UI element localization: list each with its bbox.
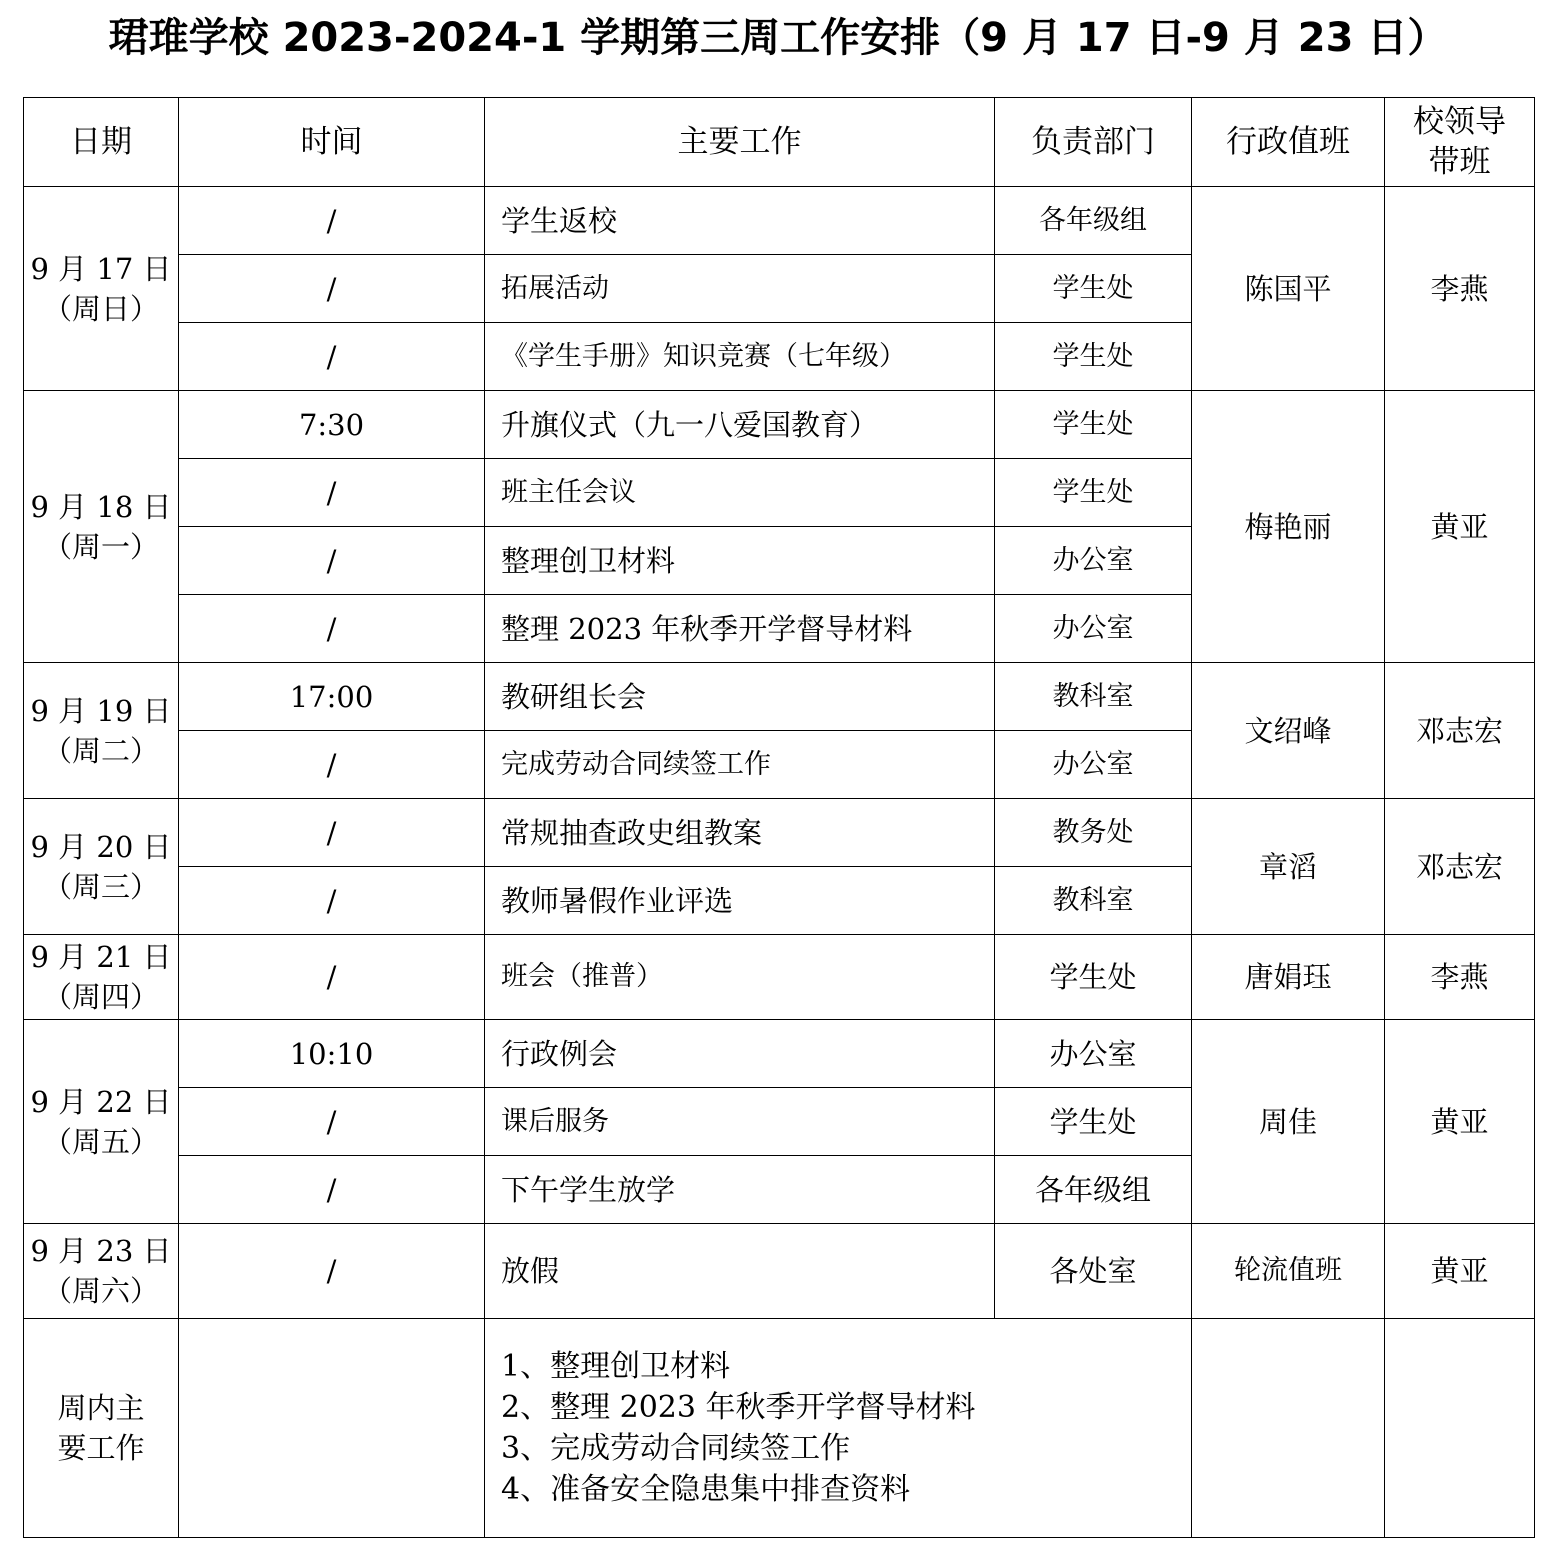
time-cell: 17:00	[179, 663, 485, 731]
date-text: 9 月 23 日	[30, 1234, 172, 1268]
date-cell	[24, 935, 179, 1020]
work-cell: 常规抽查政史组教案	[485, 799, 995, 867]
weekly-empty-duty	[1192, 1319, 1385, 1538]
time-cell: /	[179, 1156, 485, 1224]
duty-cell: 文绍峰	[1192, 663, 1385, 799]
weekday-text: （周五）	[42, 1124, 159, 1159]
time-cell: /	[179, 1224, 485, 1319]
time-cell: /	[179, 1088, 485, 1156]
duty-cell: 章滔	[1192, 799, 1385, 935]
date-cell	[24, 391, 179, 663]
weekly-empty-leader	[1385, 1319, 1535, 1538]
table-row	[24, 935, 1535, 1020]
table-row	[24, 1224, 1535, 1319]
date-cell	[24, 1020, 179, 1224]
work-cell: 教研组长会	[485, 663, 995, 731]
time-cell: /	[179, 187, 485, 255]
list-item: 1、整理创卫材料	[501, 1349, 731, 1384]
work-cell: 学生返校	[485, 187, 995, 255]
dept-cell: 办公室	[995, 527, 1192, 595]
date-cell	[24, 663, 179, 799]
time-cell: /	[179, 935, 485, 1020]
weekly-items-cell	[485, 1319, 1192, 1538]
duty-cell: 轮流值班	[1192, 1224, 1385, 1319]
work-cell: 班会（推普）	[485, 935, 995, 1020]
dept-cell: 教务处	[995, 799, 1192, 867]
work-cell: 教师暑假作业评选	[485, 867, 995, 935]
duty-cell: 梅艳丽	[1192, 391, 1385, 663]
list-item: 4、准备安全隐患集中排查资料	[501, 1472, 911, 1507]
time-cell: 7:30	[179, 391, 485, 459]
header-work: 主要工作	[485, 98, 995, 187]
header-leader	[1385, 98, 1535, 187]
table-header-row	[24, 98, 1535, 187]
leader-cell: 李燕	[1385, 935, 1535, 1020]
table-row	[24, 799, 1535, 867]
date-text: 9 月 21 日	[30, 940, 172, 974]
list-item: 2、整理 2023 年秋季开学督导材料	[501, 1390, 976, 1425]
weekday-text: （周二）	[42, 733, 159, 768]
date-cell	[24, 799, 179, 935]
work-cell: 行政例会	[485, 1020, 995, 1088]
header-leader-line1: 校领导	[1413, 104, 1506, 140]
leader-cell: 李燕	[1385, 187, 1535, 391]
weekday-text: （周三）	[42, 869, 159, 904]
duty-cell: 周佳	[1192, 1020, 1385, 1224]
dept-cell: 各年级组	[995, 1156, 1192, 1224]
work-cell: 拓展活动	[485, 255, 995, 323]
time-cell: /	[179, 731, 485, 799]
header-dept: 负责部门	[995, 98, 1192, 187]
duty-cell: 唐娟珏	[1192, 935, 1385, 1020]
time-cell: /	[179, 595, 485, 663]
table-row	[24, 1020, 1535, 1088]
page-title: 珺琟学校 2023-2024-1 学期第三周工作安排（9 月 17 日-9 月 23 日）	[108, 15, 1448, 61]
work-cell: 《学生手册》知识竞赛（七年级）	[485, 323, 995, 391]
weekday-text: （周四）	[42, 980, 159, 1014]
date-text: 9 月 17 日	[30, 251, 172, 286]
weekly-label-line1: 周内主	[57, 1391, 145, 1425]
table-row	[24, 663, 1535, 731]
date-text: 9 月 19 日	[30, 693, 172, 728]
schedule-table	[23, 97, 1535, 1538]
weekly-items-list	[501, 1346, 1191, 1510]
time-cell: /	[179, 527, 485, 595]
work-cell: 放假	[485, 1224, 995, 1319]
time-cell: /	[179, 867, 485, 935]
date-cell	[24, 187, 179, 391]
dept-cell: 教科室	[995, 663, 1192, 731]
weekday-text: （周一）	[42, 529, 159, 564]
weekly-summary-row	[24, 1319, 1535, 1538]
work-cell: 班主任会议	[485, 459, 995, 527]
leader-cell: 黄亚	[1385, 391, 1535, 663]
duty-cell: 陈国平	[1192, 187, 1385, 391]
work-cell: 升旗仪式（九一八爱国教育）	[485, 391, 995, 459]
dept-cell: 学生处	[995, 935, 1192, 1020]
dept-cell: 办公室	[995, 595, 1192, 663]
work-cell: 下午学生放学	[485, 1156, 995, 1224]
header-duty: 行政值班	[1192, 98, 1385, 187]
weekday-text: （周日）	[42, 291, 159, 326]
time-cell: 10:10	[179, 1020, 485, 1088]
weekly-label-line2: 要工作	[57, 1431, 145, 1465]
weekday-text: （周六）	[42, 1274, 159, 1308]
table-row	[24, 187, 1535, 255]
time-cell: /	[179, 459, 485, 527]
dept-cell: 各年级组	[995, 187, 1192, 255]
leader-cell: 邓志宏	[1385, 799, 1535, 935]
work-cell: 整理创卫材料	[485, 527, 995, 595]
leader-cell: 黄亚	[1385, 1224, 1535, 1319]
header-date: 日期	[24, 98, 179, 187]
date-text: 9 月 22 日	[30, 1084, 172, 1119]
time-cell: /	[179, 323, 485, 391]
dept-cell: 学生处	[995, 255, 1192, 323]
date-cell	[24, 1224, 179, 1319]
weekly-label-cell	[24, 1319, 179, 1538]
list-item: 3、完成劳动合同续签工作	[501, 1431, 851, 1466]
table-row	[24, 391, 1535, 459]
dept-cell: 教科室	[995, 867, 1192, 935]
dept-cell: 各处室	[995, 1224, 1192, 1319]
leader-cell: 邓志宏	[1385, 663, 1535, 799]
work-cell: 整理 2023 年秋季开学督导材料	[485, 595, 995, 663]
time-cell: /	[179, 799, 485, 867]
dept-cell: 学生处	[995, 323, 1192, 391]
header-leader-line2: 带班	[1428, 144, 1491, 180]
weekly-empty-time	[179, 1319, 485, 1538]
dept-cell: 办公室	[995, 731, 1192, 799]
date-text: 9 月 20 日	[30, 829, 172, 864]
dept-cell: 学生处	[995, 391, 1192, 459]
dept-cell: 学生处	[995, 459, 1192, 527]
time-cell: /	[179, 255, 485, 323]
leader-cell: 黄亚	[1385, 1020, 1535, 1224]
dept-cell: 学生处	[995, 1088, 1192, 1156]
dept-cell: 办公室	[995, 1020, 1192, 1088]
work-cell: 完成劳动合同续签工作	[485, 731, 995, 799]
header-time: 时间	[179, 98, 485, 187]
work-cell: 课后服务	[485, 1088, 995, 1156]
date-text: 9 月 18 日	[30, 489, 172, 524]
